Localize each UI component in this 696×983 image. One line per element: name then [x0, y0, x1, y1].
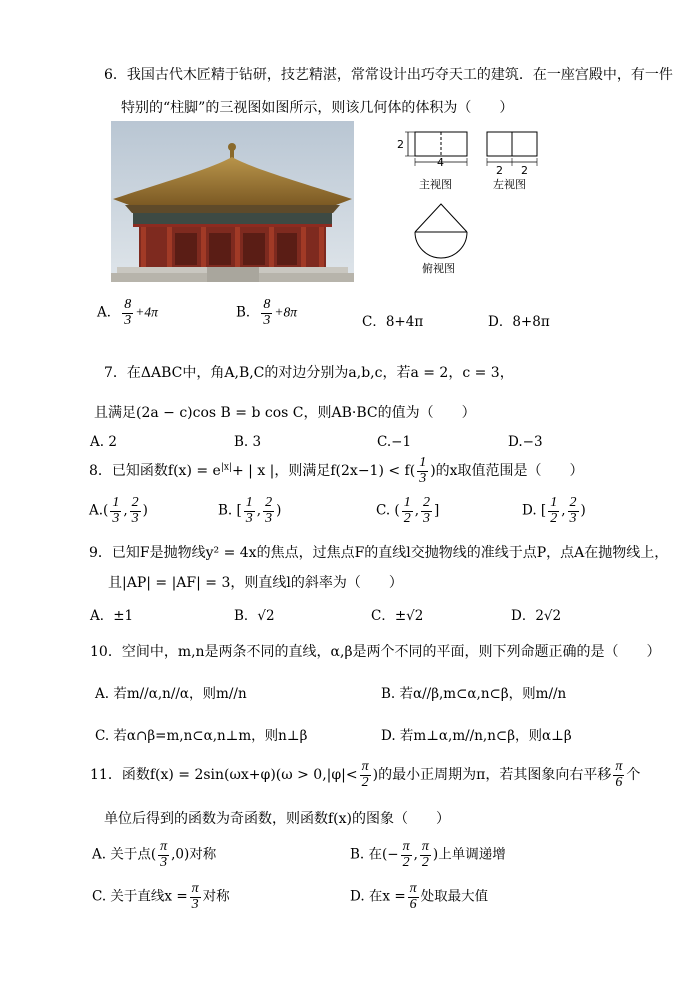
top-view-label: 俯视图 — [422, 262, 455, 275]
q6-option-a-tail: +4π — [135, 304, 158, 320]
q8-option-a-d2: 3 — [131, 510, 139, 526]
left-view — [487, 132, 537, 191]
three-view-diagram — [385, 120, 555, 285]
q11-option-c — [92, 882, 230, 912]
q9-option-a: A．±1 — [90, 608, 134, 624]
q6-option-a-num: 8 — [124, 297, 132, 312]
q11-option-d — [350, 882, 488, 912]
q8-option-b-n1: 1 — [245, 495, 253, 510]
q11-option-c-den: 3 — [191, 896, 199, 912]
q11-option-a-den: 3 — [160, 854, 168, 870]
q11-option-b-d2: 2 — [421, 854, 429, 870]
q10-line1: 10．空间中，m,n是两条不同的直线，α,β是两个不同的平面，则下列命题正确的是（ ） — [90, 644, 661, 660]
q6-option-b — [236, 298, 297, 328]
q6-option-b-den: 3 — [263, 312, 271, 328]
q8-num: 1 — [419, 455, 427, 470]
q6-option-a — [97, 298, 158, 328]
q8-option-c-post: ] — [434, 502, 440, 519]
q9-option-d: D．2√2 — [511, 608, 562, 624]
q8-option-d-n1: 1 — [550, 495, 558, 510]
q11-option-b-n1: π — [402, 839, 410, 854]
q11-line2: 单位后得到的函数为奇函数，则函数f(x)的图象（ ） — [104, 811, 450, 827]
q8-pre: 8．已知函数f(x) = e — [89, 463, 221, 480]
q8-option-b-post: ) — [276, 502, 282, 519]
q6-option-b-num: 8 — [263, 297, 271, 312]
q8-option-d-d1: 2 — [550, 510, 558, 526]
q6-line1: 6．我国古代木匠精于钻研，技艺精湛，常常设计出巧夺天工的建筑．在一座宫殿中，有一件 — [104, 67, 673, 83]
palace-image — [111, 121, 354, 282]
q8-option-c: C. ( $\frac{1}{2}$ , $\frac{2}{3}$ ] — [376, 495, 440, 526]
q11-option-b-sep: , — [413, 846, 418, 863]
q11-option-c-pre: C. 关于直线x = — [92, 888, 188, 905]
q8-post: )的x取值范围是（ ） — [430, 463, 584, 480]
q8-option-a-d1: 3 — [112, 510, 120, 526]
q8-option-c-d2: 3 — [423, 510, 430, 526]
q8-option-b-d1: 3 — [245, 510, 253, 526]
q11-option-b-pre: B. 在(− — [350, 846, 399, 863]
q11-num1: π — [361, 759, 369, 774]
q8-option-c-pre: C. ( — [376, 502, 400, 519]
q8-den: 3 — [419, 470, 427, 486]
q6-option-b-label: B． — [236, 304, 260, 321]
q8-option-a-pre: A.( — [89, 502, 109, 519]
q11-option-a-post: ,0)对称 — [171, 846, 217, 863]
q11-option-a-pre: A. 关于点( — [92, 846, 157, 863]
q6-option-c: C．8+4π — [362, 314, 424, 330]
q11-option-a — [92, 840, 216, 870]
q11-option-d-num: π — [409, 881, 417, 896]
front-view — [397, 132, 467, 191]
q10-option-a: A. 若m//α,n//α，则m//n — [95, 686, 247, 702]
q10-option-b: B. 若α//β,m⊂α,n⊂β，则m//n — [381, 686, 567, 702]
dim-width-4: 4 — [437, 156, 444, 169]
q11-option-a-num: π — [160, 839, 168, 854]
q11-pre: 11．函数f(x) = 2sin(ωx+φ)(ω > 0,|φ|< — [90, 767, 358, 784]
q6-option-b-tail: +8π — [274, 304, 298, 320]
q9-option-c: C．±√2 — [371, 608, 424, 624]
q11-num2: π — [615, 759, 623, 774]
q8-line1 — [89, 456, 584, 486]
front-view-label: 主视图 — [419, 178, 452, 191]
q8-option-d-pre: D. [ — [522, 502, 547, 519]
dim-left-2a: 2 — [496, 164, 503, 177]
q9-line1: 9．已知F是抛物线y² = 4x的焦点，过焦点F的直线l交抛物线的准线于点P，点A在抛物线上， — [89, 545, 669, 561]
q8-option-d-post: ) — [580, 502, 586, 519]
q7-line2: 且满足(2a − c)cos B = b cos C，则AB·BC的值为（ ） — [94, 405, 476, 421]
q8-option-c-d1: 2 — [403, 510, 411, 526]
q8-mid: + | x |，则满足f(2x−1) < f( — [231, 463, 416, 480]
q8-option-c-n2: 2 — [423, 495, 430, 510]
dim-left-2b: 2 — [521, 164, 528, 177]
q11-option-c-post: 对称 — [202, 888, 230, 905]
q7-option-c: C.−1 — [377, 434, 412, 450]
q8-option-b-pre: B. [ — [218, 502, 242, 519]
q7-option-a: A. 2 — [90, 434, 117, 450]
q6-line2: 特别的“柱脚”的三视图如图所示，则该几何体的体积为（ ） — [121, 100, 514, 116]
q11-option-c-num: π — [191, 881, 199, 896]
q11-option-b-d1: 2 — [402, 854, 410, 870]
q7-line1: 7．在ΔABC中，角A,B,C的对边分别为a,b,c，若a = 2，c = 3， — [104, 365, 514, 381]
top-view — [415, 204, 467, 275]
q11-option-b-post: )上单调递增 — [432, 846, 506, 863]
q8-option-a: A.( $\frac{1}{3}$ , $\frac{2}{3}$ ) — [89, 495, 148, 526]
q8-option-a-n2: 2 — [131, 495, 139, 510]
q11-line1 — [90, 760, 640, 790]
q9-option-b: B．√2 — [234, 608, 275, 624]
left-view-label: 左视图 — [493, 178, 526, 191]
q8-sup: |x| — [220, 462, 232, 473]
q8-option-b-d2: 3 — [265, 510, 273, 526]
q8-option-d-n2: 2 — [569, 495, 577, 510]
q11-post: 个 — [626, 767, 641, 784]
q6-option-a-den: 3 — [124, 312, 132, 328]
q11-option-d-den: 6 — [409, 896, 417, 912]
dim-height-2: 2 — [397, 138, 404, 151]
q8-option-a-post: ) — [142, 502, 148, 519]
q6-option-d: D．8+8π — [488, 314, 550, 330]
q6-option-a-label: A． — [97, 304, 121, 321]
q8-option-d: D. [ $\frac{1}{2}$ , $\frac{2}{3}$ ) — [522, 495, 586, 526]
q8-option-d-d2: 3 — [569, 510, 577, 526]
q11-den2: 6 — [615, 774, 623, 790]
q11-den1: 2 — [361, 774, 369, 790]
q10-option-d: D. 若m⊥α,m//n,n⊂β，则α⊥β — [381, 728, 572, 744]
q11-option-d-pre: D. 在x = — [350, 888, 406, 905]
q11-option-d-post: 处取最大值 — [420, 888, 489, 905]
q8-option-b: B. [ $\frac{1}{3}$ , $\frac{2}{3}$ ) — [218, 495, 282, 526]
q8-option-a-n1: 1 — [112, 495, 120, 510]
q11-option-b — [350, 840, 506, 870]
q10-option-c: C. 若α∩β=m,n⊂α,n⊥m，则n⊥β — [95, 728, 308, 744]
q11-option-b-n2: π — [421, 839, 429, 854]
q8-option-c-n1: 1 — [403, 495, 411, 510]
q8-option-b-n2: 2 — [265, 495, 273, 510]
q7-option-d: D.−3 — [508, 434, 543, 450]
q11-mid: )的最小正周期为π，若其图象向右平移 — [372, 767, 612, 784]
q7-option-b: B. 3 — [234, 434, 262, 450]
q9-line2: 且|AP| = |AF| = 3，则直线l的斜率为（ ） — [108, 575, 403, 591]
